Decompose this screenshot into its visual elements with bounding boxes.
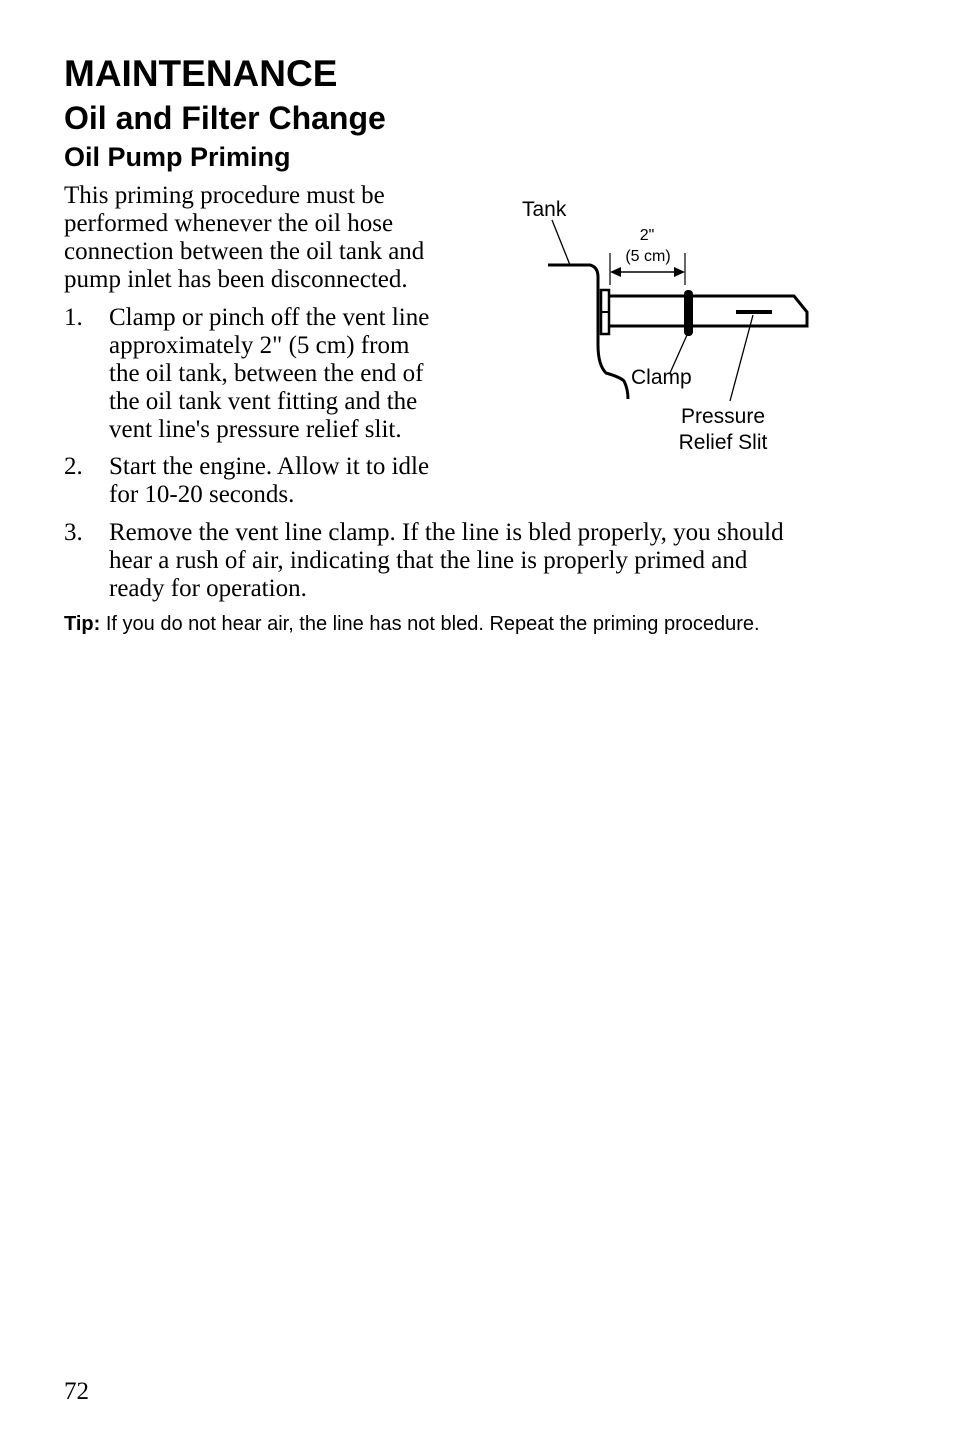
step-line: vent line's pressure relief slit. <box>109 416 402 443</box>
step-line: approximately 2" (5 cm) from <box>109 332 410 359</box>
tank-label: Tank <box>522 198 567 221</box>
step-line: the oil tank vent fitting and the <box>109 388 418 415</box>
dimension-cm-label: (5 cm) <box>625 248 671 265</box>
step-line: hear a rush of air, indicating that the line is properly primed and <box>109 547 748 574</box>
step-line: the oil tank, between the end of <box>109 360 424 387</box>
page-title: Oil and Filter Change <box>64 100 386 136</box>
step-number: 2. <box>64 453 83 480</box>
page-number: 72 <box>64 1378 89 1405</box>
step-text <box>109 453 429 509</box>
relief-slit-label: Relief Slit <box>678 431 768 454</box>
step-text <box>109 304 429 444</box>
intro-line: This priming procedure must be <box>64 182 385 209</box>
step-number: 1. <box>64 304 83 331</box>
tip-note <box>64 612 760 636</box>
tip-text: If you do not hear air, the line has not bled. Repeat the priming procedure. <box>100 613 760 635</box>
step-line: Start the engine. Allow it to idle <box>109 453 430 480</box>
vent-line-diagram <box>500 185 820 465</box>
intro-line: connection between the oil tank and <box>64 238 425 265</box>
step-line: Remove the vent line clamp. If the line is bled properly, you should <box>109 519 784 546</box>
step-line: Clamp or pinch off the vent line <box>109 304 430 331</box>
step-line: ready for operation. <box>109 575 307 602</box>
pressure-label: Pressure <box>680 405 766 428</box>
section-heading: MAINTENANCE <box>64 53 338 94</box>
vent-line-hose <box>609 296 807 326</box>
tank-wall <box>548 265 628 399</box>
step-number: 3. <box>64 519 83 546</box>
clamp-label: Clamp <box>631 366 692 389</box>
intro-line: performed whenever the oil hose <box>64 210 394 237</box>
dimension-inch-label: 2" <box>639 227 655 244</box>
intro-line: pump inlet has been disconnected. <box>64 266 408 293</box>
clamp <box>684 290 693 336</box>
step-line: for 10-20 seconds. <box>109 481 295 508</box>
subsection-title: Oil Pump Priming <box>64 142 291 172</box>
intro-paragraph <box>64 182 474 294</box>
tip-label: Tip: <box>64 613 101 635</box>
step-text <box>109 519 784 603</box>
